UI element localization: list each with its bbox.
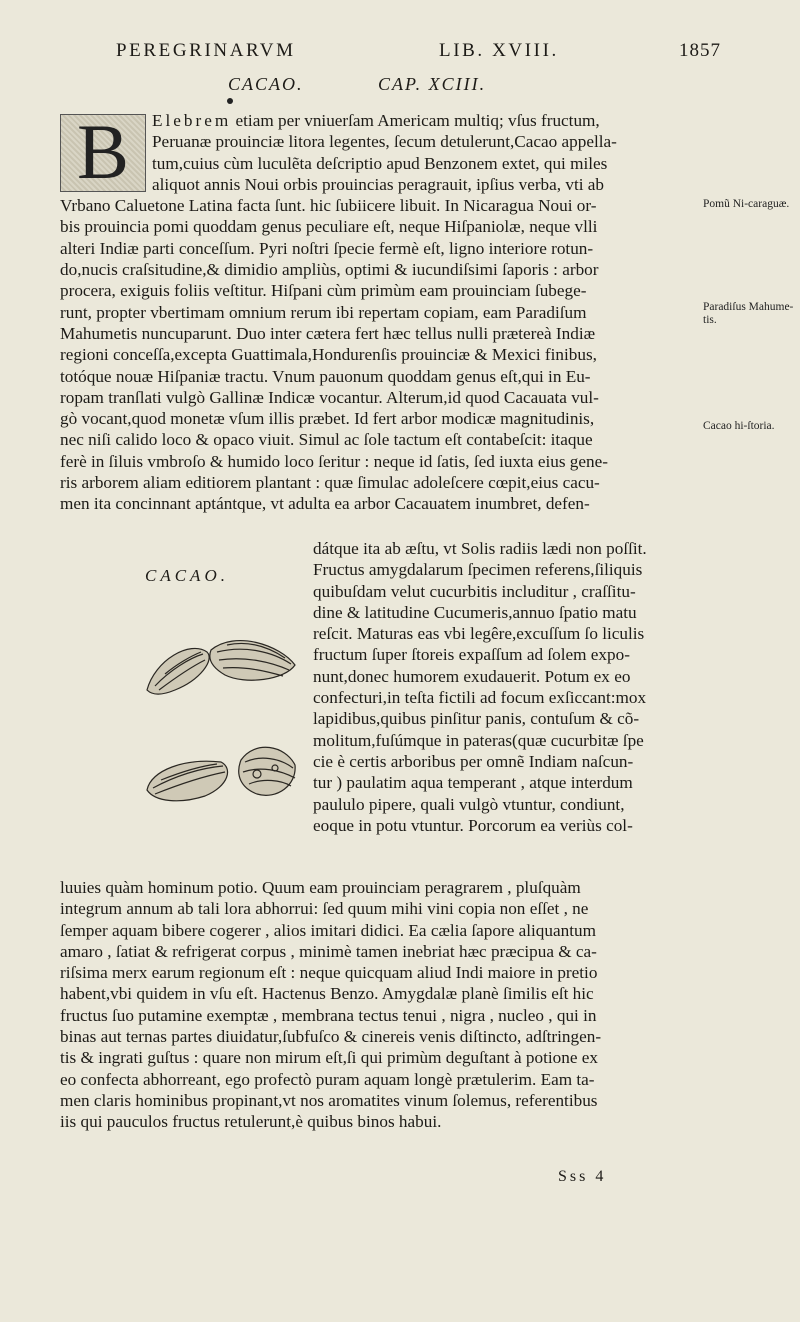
text-line: Mahumetis nuncuparunt. Duo inter cætera fert hæc tellus nulli prætereà Indiæ	[60, 323, 596, 343]
text-line: confecturi,in teſta fictili ad focum exſiccant:mox	[313, 688, 647, 708]
text-line: dátque ita ab æſtu, vt Solis radiis lædi non poſſit.	[313, 539, 647, 558]
text-line: dine & latitudine Cucumeris,annuo ſpatio matu	[313, 602, 637, 622]
text-line: habent,vbi quidem in vſu eſt. Hactenus Benzo. Amygdalæ planè ſimilis eſt hic	[60, 984, 594, 1004]
running-title: PEREGRINARVM	[116, 40, 296, 61]
text-line: ris arborem aliam editiorem plantant : quæ ſimulac adoleſcere cœpit,eius cacu-	[60, 473, 600, 493]
cacao-pod-icon	[147, 648, 209, 694]
text-line: luuies quàm hominum potio. Quum eam prouinciam peragrarem , pluſquàm	[60, 878, 581, 897]
ornament-dot	[227, 98, 233, 104]
body-text-top	[60, 110, 685, 515]
text-line: men claris hominibus propinant,vt nos aromatites vinum ſolemus, referentibus	[60, 1090, 598, 1110]
text-line: alteri Indiæ parti conceſſum. Pyri noſtri ſpecie fermè eſt, ligno interiore rotun-	[60, 238, 594, 258]
chapter-heading	[228, 74, 528, 100]
text-line: Peruanæ prouinciæ litora legentes, ſecum detulerunt,Cacao appella-	[152, 132, 617, 152]
chapter-number: CAP. XCIII.	[378, 74, 487, 94]
text-line: ſemper aquam bibere cogerer , alios imitari didici. Ea cælia ſapore aliquantum	[60, 920, 596, 940]
text-line: lapidibus,quibus pinſitur panis, contuſum & cõ-	[313, 709, 640, 729]
text-line: eoque in potu vtuntur. Porcorum ea veriùs col-	[313, 815, 633, 835]
running-head	[116, 40, 721, 70]
text-line: integrum annum ab tali lora abhorrui: ſed quum mihi vini copia non eſſet , ne	[60, 899, 589, 919]
text-line: molitum,fuſúmque in pateras(quæ cucurbitæ ſpe	[313, 730, 644, 750]
cacao-pod-icon	[147, 761, 228, 801]
text-line: runt, propter vbertimam omnium rerum ibi repertam copiam, eam Paradiſum	[60, 302, 587, 322]
text-line: tum,cuius cùm luculẽta deſcriptio apud Benzonem extet, qui miles	[152, 153, 608, 173]
cacao-pod-icon	[239, 747, 295, 795]
margin-note-paradisus: Paradiſus Mahume-tis.	[703, 301, 794, 326]
body-text-beside-figure	[313, 538, 685, 836]
text-line: Fructus amygdalarum ſpecimen referens,ſiliquis	[313, 560, 643, 580]
text-line: regioni conceſſa,excepta Guattimala,Hondurenſis prouinciæ & Mexici finibus,	[60, 345, 597, 365]
opening-word: Elebrem	[152, 111, 232, 130]
ornamental-drop-cap	[60, 108, 146, 195]
text-line: tis & ingrati guſtus : quare non mirum eſt,ſi qui primùm deguſtant à potione ex	[60, 1048, 598, 1068]
text-line: men ita concinnant aptántque, vt adulta ea arbor Cacauatem inumbret, defen-	[60, 494, 590, 514]
text-line: aliquot annis Noui orbis prouincias peragrauit, ipſius verba, vti ab	[152, 174, 605, 194]
text-line: nec niſi calido loco & opaco viuit. Simul ac ſole tactum eſt contabeſcit: itaque	[60, 430, 593, 450]
text-line: reſcit. Maturas eas vbi legêre,excuſſum ſo liculis	[313, 624, 645, 644]
text-line: iis qui pauculos fructus retulerunt,è quibus binos habui.	[60, 1112, 442, 1132]
signature-mark: Sss 4	[558, 1168, 607, 1185]
text-line: paululo pipere, quali vulgò vtuntur, condiunt,	[313, 794, 625, 814]
body-text-bottom	[60, 877, 685, 1133]
cacao-pod-icon	[210, 641, 295, 681]
text-line: nunt,donec humorem exudauerit. Potum ex eo	[313, 666, 631, 686]
text-line: ferè in ſiluis vmbroſo & humido loco ſeritur : neque id ſatis, ſed iuxta eius gene-	[60, 451, 608, 471]
text-line: binas aut ternas partes diuidatur,ſubfuſco & cinereis venis diſtincto, adſtringen-	[60, 1027, 602, 1047]
text-line: do,nucis craſsitudine,& dimidio ampliùs, optimi & iucundiſsimi ſaporis : arbor	[60, 260, 599, 280]
margin-note-pomum: Pomũ Ni-caraguæ.	[703, 198, 790, 210]
drop-cap-letter: B	[76, 108, 130, 195]
text-line: gò vocant,quod monetæ vſum illis præbet. Id fert arbor modicæ magnitudinis,	[60, 409, 595, 429]
text-line: riſsima merx earum regionum eſt : neque quicquam aliud Indi maiore in pretio	[60, 963, 598, 983]
text-line: eo confecta abhorreant, ego profectò puram aquam longè prætulerim. Eam ta-	[60, 1069, 595, 1089]
text-line: quibuſdam velut cucurbitis includitur , craſſitu-	[313, 581, 636, 601]
text-line: ropam tranſlati vulgò Gallinæ Indicæ vocantur. Alterum,id quod Cacauata vul-	[60, 387, 599, 407]
text-line: bis prouincia pomi quoddam genus peculiare eſt, neque Hiſpaniolæ, neque vlli	[60, 217, 598, 237]
text-line: totóque nouæ Hiſpaniæ tractu. Vnum pauonum quoddam genus eſt,qui in Eu-	[60, 366, 591, 386]
page-number: 1857	[679, 40, 721, 61]
text-line: cie è certis arboribus per omnẽ Indiam naſcun-	[313, 751, 634, 771]
text-line: fructum ſuper ſtoreis expaſſum ad ſolem expo-	[313, 645, 630, 665]
text-line: fructus ſuo putamine exemptæ , membrana tectus tenui , nigra , nucleo , qui in	[60, 1005, 597, 1025]
text-line: amaro , ſatiat & refrigerat corpus , minimè tamen inebriat hæc præcipua & ca-	[60, 941, 597, 961]
text-line: Vrbano Caluetone Latina facta ſunt. hic ſubiicere libuit. In Nicaragua Noui or-	[60, 196, 597, 216]
text-line: procera, exiguis foliis veſtitur. Hiſpani cùm primùm eam prouinciam ſubege-	[60, 281, 587, 301]
margin-note-cacao-historia: Cacao hi-ſtoria.	[703, 420, 775, 432]
text-line: etiam per vniuerſam Americam multiq; vſus fructum,	[235, 111, 600, 130]
text-line: tur ) paulatim aqua temperant , atque interdum	[313, 773, 633, 793]
figure-caption: CACAO.	[145, 566, 229, 585]
book-number: LIB. XVIII.	[439, 40, 559, 61]
chapter-title: CACAO.	[228, 74, 304, 94]
cacao-pods-illustration	[145, 590, 310, 830]
paragraph-top	[60, 110, 685, 515]
